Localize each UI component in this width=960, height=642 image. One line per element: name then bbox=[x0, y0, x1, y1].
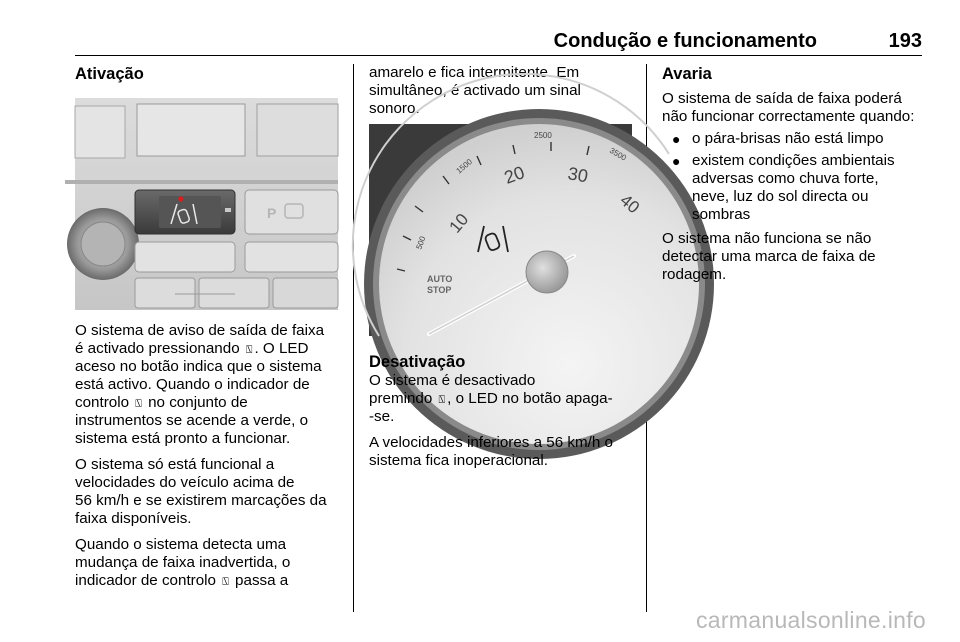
header-rule bbox=[75, 55, 922, 56]
speed-label: 40 bbox=[616, 190, 644, 218]
rpm-label: 3500 bbox=[608, 145, 628, 163]
paragraph: O sistema de aviso de saída de faixa é activado pressionando ⍂ . O LED aceso no botão indica que o sistema está activo. Quando o indicador de controlo ⍂ no conjunto de instrumentos se acende a verde, o sistema está pronto a funcionar. bbox=[75, 322, 325, 447]
lane-departure-icon: ⍂ bbox=[222, 576, 229, 588]
page-number: 193 bbox=[888, 30, 922, 52]
auto-stop-label: AUTO bbox=[427, 274, 453, 284]
speed-label: 20 bbox=[501, 162, 528, 188]
svg-text:P: P bbox=[267, 205, 277, 221]
paragraph: O sistema é desactivado premindo ⍂ , o LED no botão apaga- -se. bbox=[369, 372, 613, 425]
paragraph: A velocidades inferiores a 56 km/h o sistema fica inoperacional. bbox=[369, 434, 613, 469]
section-heading-fault: Avaria bbox=[662, 65, 712, 83]
lane-departure-icon: ⍂ bbox=[135, 398, 142, 410]
bullet-icon: ● bbox=[672, 131, 681, 147]
dashboard-button-photo bbox=[75, 98, 338, 310]
watermark: carmanualsonline.info bbox=[695, 607, 926, 633]
column-1 bbox=[75, 64, 343, 598]
rpm-label: 2500 bbox=[534, 131, 552, 140]
paragraph: O sistema não funciona se não detectar uma marca de faixa de rodagem. bbox=[662, 230, 876, 283]
auto-stop-label: STOP bbox=[427, 285, 452, 295]
paragraph: amarelo e fica intermitente. Em simultâneo, é activado um sinal sonoro. bbox=[369, 64, 581, 117]
instrument-cluster-photo bbox=[369, 124, 644, 336]
section-heading-deactivation: Desativação bbox=[369, 353, 466, 371]
list-item: ● o pára-brisas não está limpo bbox=[672, 130, 884, 147]
needle-hub bbox=[526, 251, 568, 293]
list-item: ● existem condições ambientais adversas como chuva forte, neve, luz do sol directa ou sombras bbox=[672, 152, 895, 223]
header-title: Condução e funcionamento bbox=[553, 30, 817, 52]
section-heading-activation: Ativação bbox=[75, 65, 144, 83]
column-divider bbox=[353, 64, 354, 612]
paragraph: O sistema de saída de faixa poderá não funcionar correctamente quando: bbox=[662, 90, 915, 125]
speed-label: 30 bbox=[566, 163, 590, 187]
speed-label: 10 bbox=[445, 209, 473, 237]
paragraph: O sistema só está funcional a velocidades do veículo acima de 56 km/h e se existirem marcações da faixa disponíveis. bbox=[75, 456, 327, 527]
rpm-label: 1500 bbox=[454, 157, 474, 176]
column-3 bbox=[662, 64, 932, 292]
led-indicator bbox=[178, 196, 183, 201]
column-2 bbox=[369, 64, 644, 478]
bullet-icon: ● bbox=[672, 153, 681, 169]
bullet-list bbox=[662, 130, 932, 224]
lane-departure-icon: ⍂ bbox=[438, 394, 446, 406]
paragraph: Quando o sistema detecta uma mudança de faixa inadvertida, o indicador de controlo ⍂ passa a bbox=[75, 536, 291, 589]
rpm-label: 500 bbox=[414, 235, 428, 251]
lane-departure-icon: ⍂ bbox=[245, 344, 253, 356]
